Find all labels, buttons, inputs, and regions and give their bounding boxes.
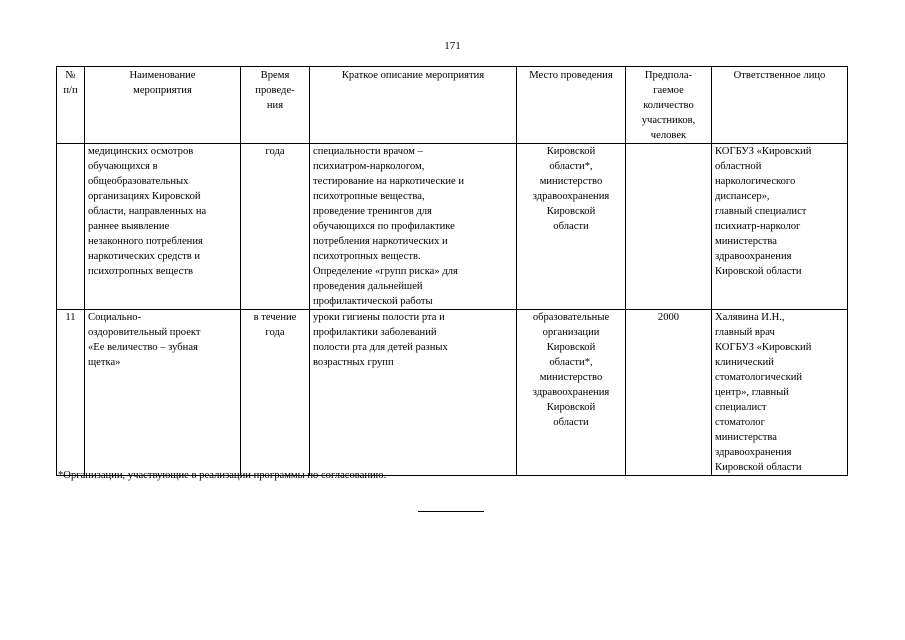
cell-num — [57, 144, 85, 310]
page-number: 171 — [444, 40, 461, 52]
cell-description: специальности врачом – психиатром-наркологом, тестирование на наркотические и психотропные вещества, проведение тренингов для обучающихся по профилактике потребления наркотических и психотропных веществ. Определение «групп риска» для проведения дальнейшей профилактической работы — [310, 144, 517, 310]
cell-responsible: Халявина И.Н., главный врач КОГБУЗ «Кировский клинический стоматологический центр», главный специалист стоматолог министерства здравоохранения Кировской области — [712, 310, 848, 476]
cell-time: года — [241, 144, 310, 310]
end-divider — [418, 511, 484, 512]
table-row — [57, 310, 848, 476]
col-header-description: Краткое описание мероприятия — [310, 67, 517, 144]
cell-name: Социально- оздоровительный проект «Ее величество – зубная щетка» — [85, 310, 241, 476]
cell-description: уроки гигиены полости рта и профилактики заболеваний полости рта для детей разных возрастных групп — [310, 310, 517, 476]
footnote: *Организации, участвующие в реализации программы по согласованию. — [58, 470, 387, 481]
cell-name: медицинских осмотров обучающихся в общеобразовательных организациях Кировской области, направленных на раннее выявление незаконного потребления наркотических средств и психотропных веществ — [85, 144, 241, 310]
cell-place: Кировской области*, министерство здравоохранения Кировской области — [517, 144, 626, 310]
col-header-time: Время проведе- ния — [241, 67, 310, 144]
col-header-place: Место проведения — [517, 67, 626, 144]
cell-num: 11 — [57, 310, 85, 476]
cell-participants: 2000 — [626, 310, 712, 476]
col-header-responsible: Ответственное лицо — [712, 67, 848, 144]
col-header-participants: Предпола- гаемое количество участников, человек — [626, 67, 712, 144]
table-row — [57, 144, 848, 310]
cell-responsible: КОГБУЗ «Кировский областной наркологического диспансер», главный специалист психиатр-нарколог министерства здравоохранения Кировской области — [712, 144, 848, 310]
cell-participants — [626, 144, 712, 310]
cell-time: в течение года — [241, 310, 310, 476]
header-row — [57, 67, 848, 144]
col-header-name: Наименование мероприятия — [85, 67, 241, 144]
activities-table — [56, 66, 848, 476]
col-header-num: № п/п — [57, 67, 85, 144]
cell-place: образовательные организации Кировской области*, министерство здравоохранения Кировской области — [517, 310, 626, 476]
